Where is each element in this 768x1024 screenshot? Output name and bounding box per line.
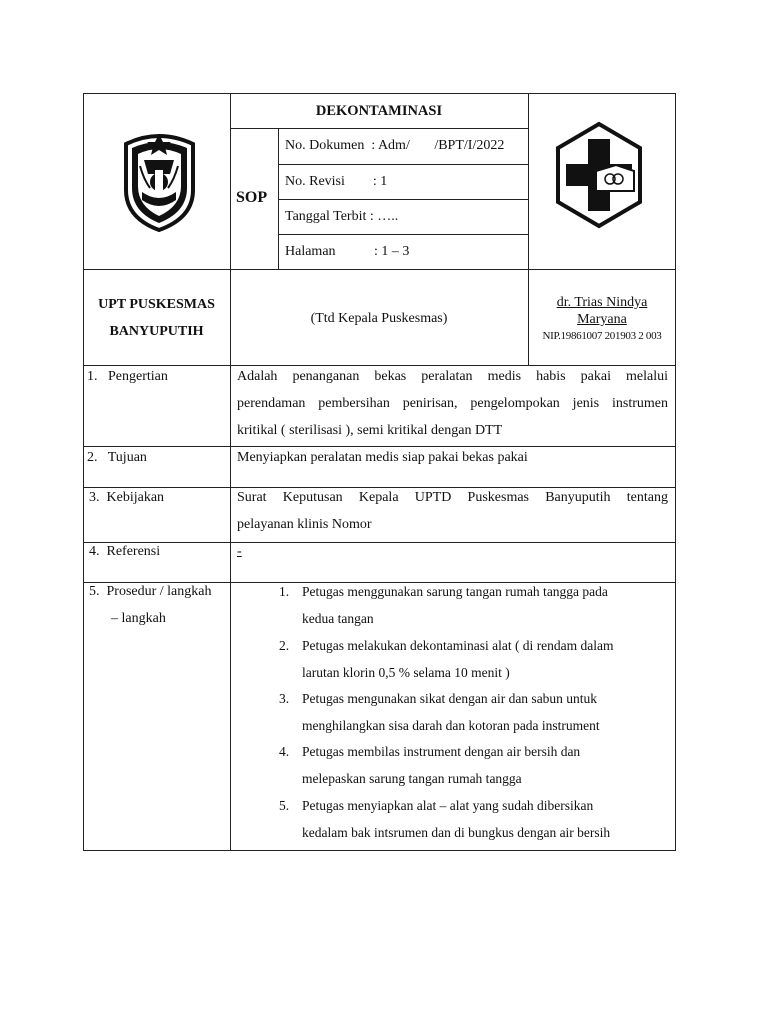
step-text: Petugas membilas instrument dengan air bersih dan: [302, 744, 581, 759]
section-label-pengertian: 1. Pengertian: [87, 369, 168, 384]
divider: [230, 128, 528, 129]
step-text: Petugas menyiapkan alat – alat yang sudah dibersikan: [302, 798, 594, 813]
document-title: DEKONTAMINASI: [315, 103, 443, 119]
text-line: Adalah penanganan bekas peralatan medis habis pakai melalui: [237, 369, 668, 384]
step-text: kedua tangan: [302, 611, 374, 626]
sop-label: SOP: [236, 189, 268, 206]
section-label-prosedur-2: – langkah: [111, 611, 166, 626]
text-line: perendaman pembersihan penirisan, pengelompokan jenis instrumen: [237, 396, 668, 411]
revision-number: No. Revisi : 1: [285, 174, 388, 189]
step-text: Petugas mengunakan sikat dengan air dan sabun untuk: [302, 691, 598, 706]
org-name-2: BANYUPUTIH: [109, 324, 204, 339]
issue-date: Tanggal Terbit : …..: [285, 209, 399, 224]
divider: [278, 128, 279, 269]
puskesmas-logo-icon: [554, 121, 644, 234]
step-number: 3.: [279, 691, 290, 706]
section-text-tujuan: Menyiapkan peralatan medis siap pakai bekas pakai: [237, 450, 528, 465]
text-line: Surat Keputusan Kepala UPTD Puskesmas Banyuputih tentang: [237, 490, 668, 505]
section-label-tujuan: 2. Tujuan: [87, 450, 147, 465]
regional-emblem-icon: [122, 130, 197, 237]
divider: [278, 199, 528, 200]
step-text: menghilangkan sisa darah dan kotoran pada instrument: [302, 718, 600, 733]
divider: [83, 542, 676, 543]
text-line: pelayanan klinis Nomor: [237, 517, 372, 532]
step-text: melepaskan sarung tangan rumah tangga: [302, 771, 522, 786]
step-number: 4.: [279, 744, 290, 759]
org-name: UPT PUSKESMAS: [98, 297, 215, 312]
signer-nip: NIP.19861007 201903 2 003: [542, 330, 662, 342]
section-label-kebijakan: 3. Kebijakan: [89, 490, 165, 505]
section-text-kebijakan: [237, 484, 668, 538]
signer-name-2: Maryana: [577, 312, 627, 327]
divider: [278, 164, 528, 165]
section-label-prosedur: 5. Prosedur / langkah: [89, 584, 212, 599]
step-text: larutan klorin 0,5 % selama 10 menit ): [302, 665, 510, 680]
step-number: 2.: [279, 638, 290, 653]
divider: [230, 93, 231, 851]
step-number: 1.: [279, 584, 290, 599]
step-number: 5.: [279, 798, 290, 813]
section-text-referensi: -: [237, 544, 242, 559]
step-text: Petugas melakukan dekontaminasi alat ( di rendam dalam: [302, 638, 614, 653]
section-label-referensi: 4. Referensi: [89, 544, 161, 559]
step-text: kedalam bak intsrumen dan di bungkus dengan air bersih: [302, 825, 611, 840]
text-line: kritikal ( sterilisasi ), semi kritikal dengan DTT: [237, 423, 503, 438]
signer-name: dr. Trias Nindya: [556, 295, 648, 310]
step-text: Petugas menggunakan sarung tangan rumah tangga pada: [302, 584, 608, 599]
section-text-pengertian: [237, 363, 668, 444]
signature-note: (Ttd Kepala Puskesmas): [310, 311, 448, 326]
doc-number: No. Dokumen : Adm/ /BPT/I/2022: [285, 138, 505, 153]
divider: [83, 269, 676, 270]
page-count: Halaman : 1 – 3: [285, 244, 410, 259]
divider: [278, 234, 528, 235]
divider: [83, 446, 676, 447]
